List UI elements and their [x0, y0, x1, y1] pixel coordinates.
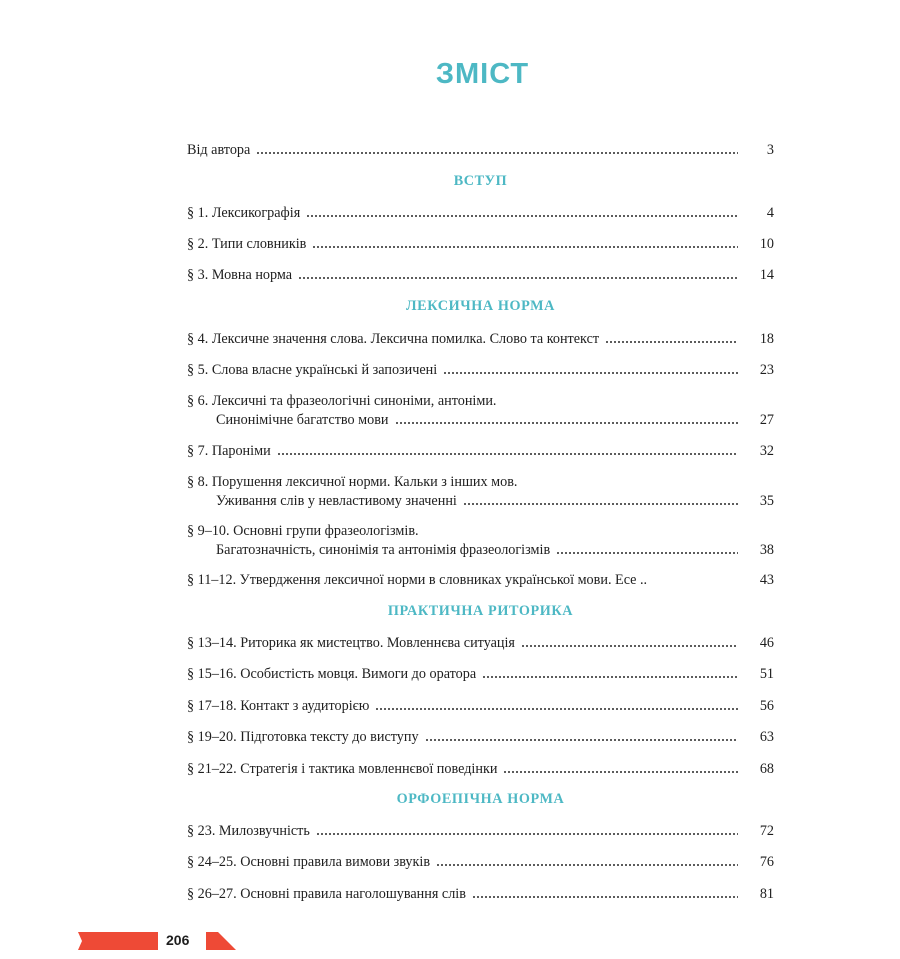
toc-entry-title: § 17–18. Контакт з аудиторією — [187, 698, 370, 714]
dot-leader — [653, 580, 738, 586]
toc-entry-title: Синонімічне багатство мови — [216, 412, 389, 428]
section-heading: ОРФОЕПІЧНА НОРМА — [396, 791, 565, 807]
toc-entry[interactable] — [187, 442, 774, 461]
toc-page-number: 56 — [759, 698, 774, 714]
dot-leader — [425, 737, 738, 743]
toc-page-number: 51 — [759, 666, 774, 682]
toc-entry[interactable] — [187, 634, 774, 653]
toc-page-number: 4 — [766, 205, 774, 221]
toc-entry-title: § 15–16. Особистість мовця. Вимоги до оратора — [187, 666, 477, 682]
dot-leader — [443, 370, 738, 376]
toc-entry-title: § 23. Милозвучність — [187, 823, 310, 839]
toc-entry-title: § 4. Лексичне значення слова. Лексична помилка. Слово та контекст — [187, 331, 600, 347]
toc-entry-title: § 7. Пароніми — [187, 443, 271, 459]
dot-leader — [256, 150, 738, 156]
toc-entry-title: § 6. Лексичні та фразеологічні синоніми, антоніми. — [187, 393, 497, 409]
toc-page-number: 81 — [759, 886, 774, 902]
page-number-banner-icon — [78, 930, 238, 952]
section-heading: ВСТУП — [453, 173, 508, 189]
toc-entry-title: § 11–12. Утвердження лексичної норми в словниках української мови. Есе .. — [187, 572, 648, 588]
toc-page-number: 10 — [759, 236, 774, 252]
dot-leader — [312, 244, 738, 250]
toc-entry[interactable] — [187, 204, 774, 223]
toc-entry[interactable] — [187, 697, 774, 716]
toc-entry-title: Від автора — [187, 142, 251, 158]
dot-leader — [472, 894, 738, 900]
toc-entry[interactable] — [187, 473, 774, 511]
dot-leader — [556, 550, 738, 556]
toc-page-number: 14 — [759, 267, 774, 283]
dot-leader — [298, 275, 738, 281]
toc-entry[interactable] — [187, 522, 774, 560]
dot-leader — [482, 674, 738, 680]
toc-entry-title: § 8. Порушення лексичної норми. Кальки з інших мов. — [187, 474, 518, 490]
dot-leader — [306, 213, 738, 219]
dot-leader — [277, 451, 738, 457]
dot-leader — [436, 862, 738, 868]
dot-leader — [521, 643, 738, 649]
toc-page-number: 38 — [759, 542, 774, 558]
table-of-contents — [187, 0, 774, 959]
toc-page-number: 3 — [766, 142, 774, 158]
toc-entry-title: § 9–10. Основні групи фразеологізмів. — [187, 523, 419, 539]
toc-entry[interactable] — [187, 853, 774, 872]
dot-leader — [503, 769, 738, 775]
toc-entry[interactable] — [187, 885, 774, 904]
toc-entry[interactable] — [187, 266, 774, 285]
toc-page-number: 18 — [759, 331, 774, 347]
toc-page-number: 63 — [759, 729, 774, 745]
dot-leader — [316, 831, 738, 837]
toc-entry-title: § 5. Слова власне українські й запозичені — [187, 362, 438, 378]
dot-leader — [605, 339, 738, 345]
toc-page-number: 43 — [759, 572, 774, 588]
toc-page-number: 23 — [759, 362, 774, 378]
toc-page-number: 35 — [759, 493, 774, 509]
toc-entry-title: § 3. Мовна норма — [187, 267, 293, 283]
dot-leader — [375, 706, 738, 712]
toc-entry[interactable] — [187, 235, 774, 254]
toc-entry[interactable] — [187, 361, 774, 380]
toc-entry-title: § 24–25. Основні правила вимови звуків — [187, 854, 431, 870]
toc-page-number: 72 — [759, 823, 774, 839]
toc-entry-title: § 21–22. Стратегія і тактика мовленнєвої поведінки — [187, 761, 498, 777]
toc-entry[interactable] — [187, 822, 774, 841]
toc-entry[interactable] — [187, 330, 774, 349]
toc-entry-title: § 2. Типи словників — [187, 236, 307, 252]
toc-entry[interactable] — [187, 141, 774, 160]
toc-page-number: 27 — [759, 412, 774, 428]
toc-page-number: 32 — [759, 443, 774, 459]
toc-entry-title: § 13–14. Риторика як мистецтво. Мовленнєва ситуація — [187, 635, 515, 651]
toc-entry[interactable] — [187, 392, 774, 430]
toc-entry-title: § 19–20. Підготовка тексту до виступу — [187, 729, 419, 745]
section-heading: ЛЕКСИЧНА НОРМА — [406, 298, 555, 314]
page-footer — [78, 930, 238, 952]
toc-entry-title: § 1. Лексикографія — [187, 205, 301, 221]
toc-page-number: 76 — [759, 854, 774, 870]
toc-entry[interactable] — [187, 571, 774, 590]
toc-page-number: 46 — [759, 635, 774, 651]
toc-entry-title: Багатозначність, синонімія та антонімія фразеологізмів — [216, 542, 551, 558]
toc-entry[interactable] — [187, 728, 774, 747]
dot-leader — [463, 501, 738, 507]
page-number: 206 — [166, 932, 190, 948]
toc-entry[interactable] — [187, 665, 774, 684]
page-title: ЗМІСТ — [435, 58, 530, 90]
toc-entry-title: Уживання слів у невластивому значенні — [216, 493, 457, 509]
dot-leader — [395, 420, 738, 426]
toc-page-number: 68 — [759, 761, 774, 777]
section-heading: ПРАКТИЧНА РИТОРИКА — [387, 603, 574, 619]
toc-entry-title: § 26–27. Основні правила наголошування слів — [187, 886, 466, 902]
toc-entry[interactable] — [187, 760, 774, 779]
